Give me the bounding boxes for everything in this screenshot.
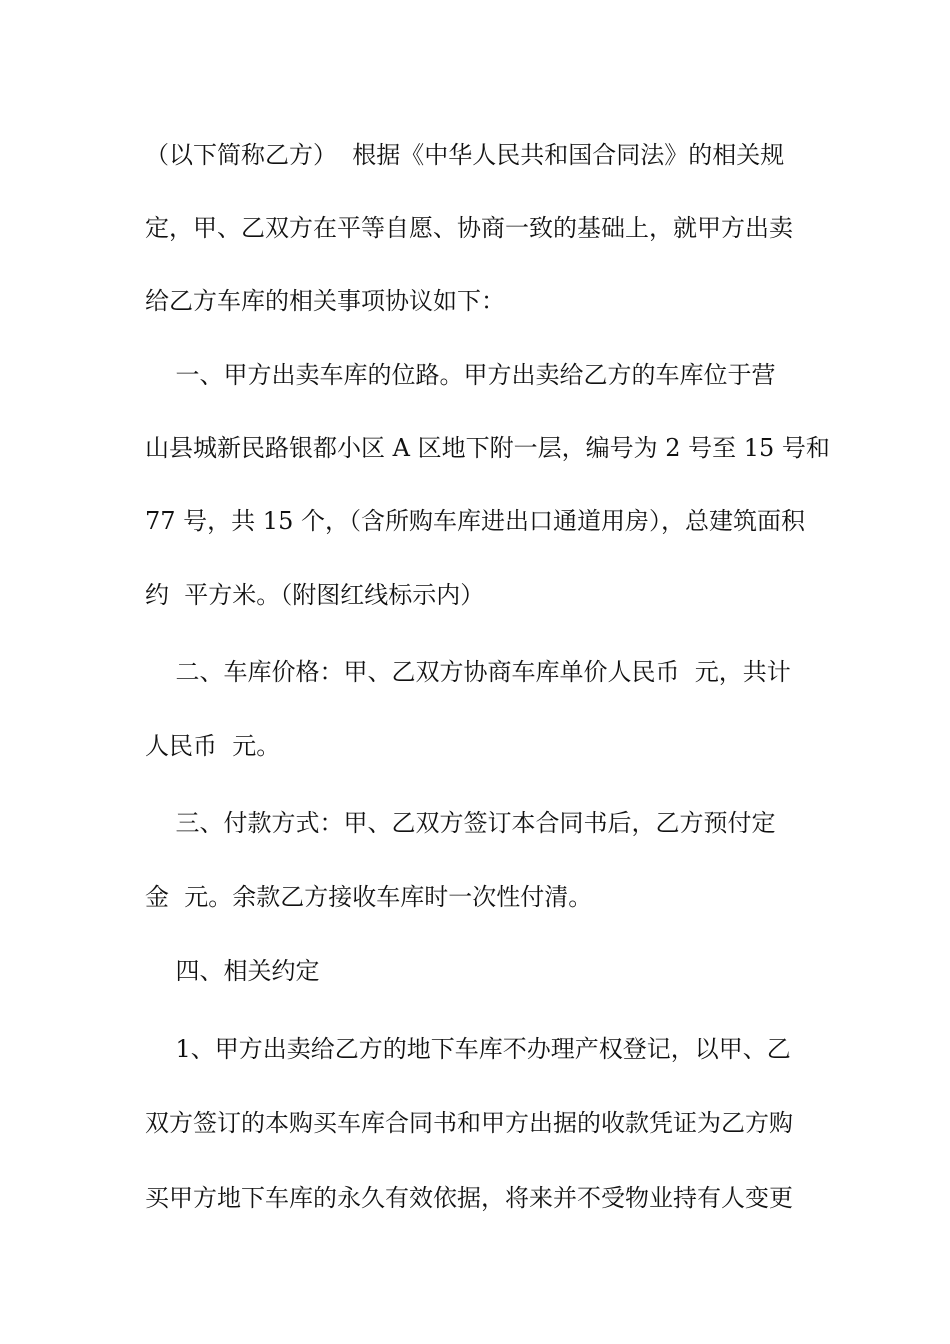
text-line: 77 号，共 15 个，（含所购车库进出口通道用房），总建筑面积	[145, 507, 805, 535]
text-line: 金 元。余款乙方接收车库时一次性付清。	[145, 883, 593, 911]
text-line: 买甲方地下车库的永久有效依据，将来并不受物业持有人变更	[145, 1184, 793, 1212]
text-line: 山县城新民路银都小区 A 区地下附一层，编号为 2 号至 15 号和	[145, 434, 830, 462]
text-line: 双方签订的本购买车库合同书和甲方出据的收款凭证为乙方购	[145, 1109, 793, 1137]
text-line: 人民币 元。	[145, 732, 281, 760]
text-line: 给乙方车库的相关事项协议如下：	[145, 287, 505, 315]
text-line: 定，甲、乙双方在平等自愿、协商一致的基础上，就甲方出卖	[145, 214, 793, 242]
text-line: 一、甲方出卖车库的位路。甲方出卖给乙方的车库位于营	[145, 361, 776, 389]
text-line: 二、车库价格：甲、乙双方协商车库单价人民币 元，共计	[145, 658, 791, 686]
text-line: 1、甲方出卖给乙方的地下车库不办理产权登记，以甲、乙	[145, 1035, 791, 1063]
text-line: （以下简称乙方） 根据《中华人民共和国合同法》的相关规	[145, 141, 785, 169]
text-line: 三、付款方式：甲、乙双方签订本合同书后，乙方预付定	[145, 809, 776, 837]
text-line: 约 平方米。（附图红线标示内）	[145, 581, 485, 609]
text-line: 四、相关约定	[145, 957, 320, 985]
